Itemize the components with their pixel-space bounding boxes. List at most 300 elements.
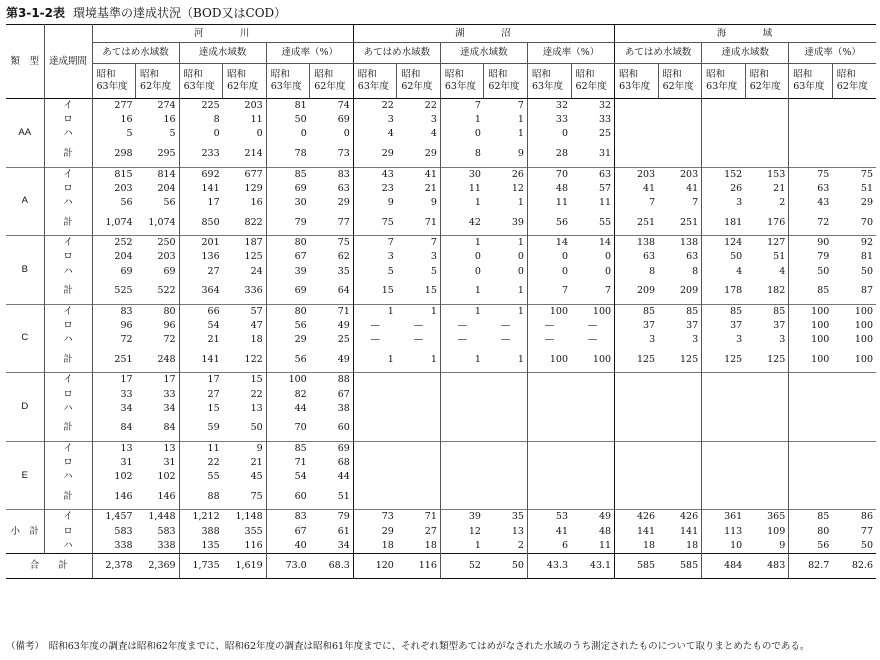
value-cell: 32 — [598, 100, 612, 112]
table-row — [6, 113, 876, 127]
value-cell: 21 — [179, 333, 223, 347]
value-cell — [397, 402, 441, 416]
value-cell: 81 — [860, 251, 873, 263]
table-row — [6, 99, 876, 114]
value-cell: 3 — [702, 333, 746, 347]
value-cell: 81 — [266, 99, 310, 114]
value-cell: 15 — [353, 279, 397, 305]
value-cell: 21 — [424, 182, 437, 194]
year-header-s63 — [179, 64, 223, 99]
table-row — [6, 470, 876, 484]
value-cell: 85 — [745, 304, 789, 319]
value-cell: 141 — [680, 525, 699, 537]
value-cell: 136 — [179, 250, 223, 264]
value-cell: 56 — [163, 197, 176, 209]
value-cell: 83 — [266, 510, 310, 525]
header-row-metrics — [6, 43, 876, 64]
value-cell: 33 — [163, 388, 176, 400]
value-cell: 41 — [397, 167, 441, 182]
value-cell — [440, 373, 484, 388]
value-cell: 7 — [605, 285, 612, 297]
value-cell — [527, 373, 571, 388]
header-row-sections — [6, 25, 876, 43]
value-cell: 585 — [658, 553, 702, 578]
value-cell: 100 — [789, 304, 833, 319]
value-cell — [440, 441, 484, 456]
value-cell: 18 — [686, 539, 699, 551]
value-cell: 201 — [179, 236, 223, 251]
value-cell — [615, 484, 659, 510]
type-cell: C — [6, 304, 44, 373]
value-cell — [440, 402, 484, 416]
year-label: 63年度 — [531, 81, 564, 92]
value-cell: 63 — [615, 250, 659, 264]
value-cell: 12 — [440, 525, 484, 539]
value-cell — [658, 456, 702, 470]
value-cell: 11 — [527, 196, 571, 210]
period-cell: ハ — [44, 470, 92, 484]
value-cell: 3 — [353, 113, 397, 127]
period-cell: ロ — [44, 525, 92, 539]
value-cell: 73 — [353, 510, 397, 525]
value-cell: 0 — [179, 127, 223, 141]
value-cell: — — [587, 334, 598, 346]
value-cell: 60 — [337, 422, 350, 434]
attained-waters-header: 達成水域数 — [179, 43, 266, 64]
value-cell: 45 — [250, 471, 263, 483]
value-cell — [353, 402, 397, 416]
value-cell: 57 — [223, 304, 267, 319]
value-cell: 181 — [702, 210, 746, 236]
value-cell: 100 — [592, 353, 612, 365]
value-cell: 14 — [571, 236, 615, 251]
value-cell: 69 — [310, 441, 354, 456]
value-cell: 109 — [767, 525, 786, 537]
table-title — [6, 4, 286, 21]
value-cell — [745, 387, 789, 401]
value-cell: 48 — [527, 182, 571, 196]
value-cell: 11 — [440, 182, 484, 196]
value-cell: 54 — [266, 470, 310, 484]
value-cell — [658, 470, 702, 484]
value-cell — [397, 416, 441, 442]
value-cell — [702, 456, 746, 470]
value-cell: 338 — [92, 539, 136, 554]
value-cell: 51 — [337, 490, 350, 502]
value-cell: 116 — [397, 553, 441, 578]
value-cell: 100 — [854, 319, 873, 331]
value-cell: 39 — [266, 265, 310, 279]
value-cell: 25 — [598, 128, 612, 140]
table-row — [6, 387, 876, 401]
section-header-lake: 湖 沼 — [353, 25, 614, 43]
value-cell: 17 — [92, 373, 136, 388]
value-cell: 33 — [527, 113, 571, 127]
value-cell: 100 — [854, 353, 873, 365]
value-cell — [571, 456, 615, 470]
value-cell: 1 — [353, 304, 397, 319]
value-cell: 49 — [337, 353, 350, 365]
value-cell — [615, 402, 659, 416]
value-cell: 11 — [179, 441, 223, 456]
value-cell: 8 — [440, 142, 484, 168]
value-cell: 1,074 — [148, 216, 176, 228]
value-cell — [745, 373, 789, 388]
value-cell: — — [353, 333, 397, 347]
value-cell: 55 — [598, 216, 612, 228]
period-cell: 計 — [44, 279, 92, 305]
value-cell: 50 — [484, 553, 528, 578]
value-cell: 0 — [527, 265, 571, 279]
value-cell: 298 — [92, 142, 136, 168]
value-cell: — — [500, 334, 511, 346]
value-cell: 63 — [789, 182, 833, 196]
value-cell: 7 — [397, 236, 441, 251]
value-cell — [745, 441, 789, 456]
value-cell: 141 — [615, 525, 659, 539]
year-label: 62年度 — [575, 81, 607, 92]
value-cell: 85 — [615, 304, 659, 319]
period-cell: イ — [44, 304, 92, 319]
value-cell: 251 — [680, 216, 699, 228]
value-cell: 73 — [337, 148, 350, 160]
value-cell — [702, 387, 746, 401]
value-cell: 79 — [310, 510, 354, 525]
value-cell: 1 — [440, 347, 484, 373]
value-cell: 361 — [702, 510, 746, 525]
value-cell: 56 — [266, 347, 310, 373]
year-header-s63 — [615, 64, 659, 99]
assigned-waters-header: あてはめ水域数 — [615, 43, 702, 64]
period-cell: ロ — [44, 182, 92, 196]
value-cell — [353, 456, 397, 470]
value-cell: 0 — [517, 265, 524, 277]
value-cell — [789, 113, 833, 127]
period-cell: ロ — [44, 250, 92, 264]
value-cell — [527, 441, 571, 456]
value-cell: 0 — [527, 127, 571, 141]
type-cell: AA — [18, 126, 32, 138]
year-header-s62 — [571, 64, 615, 99]
value-cell: 11 — [598, 539, 612, 551]
value-cell — [745, 470, 789, 484]
year-header-s63 — [440, 64, 484, 99]
year-era: 昭和 — [96, 69, 116, 80]
year-label: 63年度 — [793, 81, 825, 92]
value-cell: 88 — [179, 484, 223, 510]
value-cell: 484 — [702, 553, 746, 578]
value-cell: 1 — [440, 279, 484, 305]
value-cell: 138 — [658, 236, 702, 251]
attainment-rate-header: 達成率（%） — [266, 43, 353, 64]
value-cell — [745, 484, 789, 510]
value-cell: 56 — [789, 539, 833, 554]
value-cell: 70 — [266, 416, 310, 442]
value-cell: 83 — [92, 304, 136, 319]
value-cell — [702, 470, 746, 484]
value-cell: 3 — [702, 196, 746, 210]
value-cell: 75 — [789, 167, 833, 182]
value-cell: 525 — [92, 279, 136, 305]
year-label: 62年度 — [662, 81, 694, 92]
value-cell: 365 — [745, 510, 789, 525]
value-cell: 7 — [692, 197, 699, 209]
value-cell: 274 — [157, 100, 176, 112]
value-cell — [702, 127, 746, 141]
value-cell — [353, 387, 397, 401]
table-row — [6, 333, 876, 347]
value-cell — [615, 373, 659, 388]
table-row — [6, 167, 876, 182]
value-cell: 12 — [511, 182, 524, 194]
attained-waters-header: 達成水域数 — [702, 43, 789, 64]
value-cell: 40 — [266, 539, 310, 554]
value-cell: 29 — [860, 197, 873, 209]
value-cell: 72 — [789, 210, 833, 236]
value-cell: 18 — [353, 539, 397, 554]
year-label: 62年度 — [401, 81, 433, 92]
value-cell: 63 — [571, 167, 615, 182]
value-cell — [789, 470, 833, 484]
value-cell: 125 — [244, 251, 263, 263]
year-era: 昭和 — [140, 69, 160, 80]
value-cell: 152 — [702, 167, 746, 182]
value-cell: 9 — [223, 441, 267, 456]
value-cell: 138 — [615, 236, 659, 251]
value-cell: 0 — [256, 128, 263, 140]
value-cell: 57 — [598, 182, 612, 194]
table-row — [6, 304, 876, 319]
value-cell: 125 — [680, 353, 699, 365]
value-cell: 72 — [92, 333, 136, 347]
year-header-s62 — [745, 64, 789, 99]
value-cell: 1 — [397, 304, 441, 319]
value-cell: 73.0 — [266, 553, 310, 578]
value-cell: 53 — [527, 510, 571, 525]
year-era: 昭和 — [357, 69, 377, 80]
value-cell: — — [440, 319, 484, 333]
value-cell — [832, 484, 876, 510]
value-cell: 41 — [686, 182, 699, 194]
table-row — [6, 456, 876, 470]
value-cell: 583 — [157, 525, 176, 537]
value-cell — [571, 416, 615, 442]
value-cell: 75 — [310, 236, 354, 251]
value-cell — [832, 387, 876, 401]
table-row — [6, 525, 876, 539]
table-row — [6, 182, 876, 196]
value-cell — [353, 373, 397, 388]
value-cell — [440, 484, 484, 510]
value-cell: 41 — [527, 525, 571, 539]
period-cell: ロ — [44, 319, 92, 333]
value-cell: 153 — [745, 167, 789, 182]
period-cell: ハ — [44, 196, 92, 210]
value-cell: 16 — [163, 114, 176, 126]
value-cell — [745, 142, 789, 168]
total-row — [6, 553, 876, 578]
value-cell: 7 — [353, 236, 397, 251]
type-cell: D — [6, 373, 44, 442]
value-cell: — — [413, 319, 424, 331]
value-cell — [615, 127, 659, 141]
assigned-waters-header: あてはめ水域数 — [92, 43, 179, 64]
year-header-s63 — [266, 64, 310, 99]
value-cell — [615, 416, 659, 442]
year-label: 62年度 — [836, 81, 868, 92]
value-cell: 1 — [440, 236, 484, 251]
value-cell: 135 — [179, 539, 223, 554]
value-cell: 0 — [605, 251, 612, 263]
value-cell: 50 — [789, 265, 833, 279]
value-cell — [484, 416, 528, 442]
value-cell: 64 — [337, 285, 350, 297]
value-cell: 67 — [266, 250, 310, 264]
value-cell — [745, 113, 789, 127]
value-cell: 13 — [511, 525, 524, 537]
value-cell — [615, 387, 659, 401]
value-cell: 176 — [767, 216, 786, 228]
value-cell: 31 — [598, 148, 612, 160]
value-cell — [353, 441, 397, 456]
value-cell: 15 — [424, 285, 437, 297]
value-cell: 35 — [484, 510, 528, 525]
table-row — [6, 416, 876, 442]
value-cell: 9 — [430, 197, 437, 209]
value-cell: 50 — [702, 250, 746, 264]
value-cell: — — [527, 319, 571, 333]
value-cell: — — [353, 319, 397, 333]
value-cell: 35 — [337, 265, 350, 277]
value-cell: 85 — [702, 304, 746, 319]
value-cell — [527, 470, 571, 484]
year-label: 63年度 — [183, 81, 215, 92]
value-cell: 72 — [163, 334, 176, 346]
value-cell: 120 — [353, 553, 397, 578]
attainment-rate-header: 達成率（%） — [527, 43, 614, 64]
value-cell: 204 — [92, 250, 136, 264]
value-cell: 21 — [773, 182, 786, 194]
value-cell — [527, 456, 571, 470]
table-row — [6, 279, 876, 305]
value-cell: 92 — [832, 236, 876, 251]
value-cell: 43 — [353, 167, 397, 182]
value-cell — [527, 484, 571, 510]
value-cell: 8 — [615, 265, 659, 279]
value-cell — [440, 456, 484, 470]
value-cell: 26 — [484, 167, 528, 182]
value-cell: 79 — [789, 250, 833, 264]
value-cell: 10 — [702, 539, 746, 554]
value-cell: 43.3 — [527, 553, 571, 578]
value-cell: 250 — [136, 236, 180, 251]
year-label: 63年度 — [706, 81, 738, 92]
year-era: 昭和 — [183, 69, 203, 80]
value-cell: 29 — [424, 148, 437, 160]
value-cell: 3 — [430, 114, 437, 126]
value-cell — [571, 402, 615, 416]
period-header: 達成期間 — [44, 25, 92, 99]
value-cell: 15 — [223, 373, 267, 388]
value-cell — [789, 456, 833, 470]
value-cell: 13 — [136, 441, 180, 456]
value-cell: 141 — [179, 347, 223, 373]
year-label: 62年度 — [488, 81, 520, 92]
value-cell: 203 — [615, 167, 659, 182]
value-cell: 67 — [266, 525, 310, 539]
value-cell: 29 — [337, 197, 350, 209]
value-cell: 27 — [179, 387, 223, 401]
value-cell: 71 — [266, 456, 310, 470]
table-row — [6, 210, 876, 236]
value-cell — [571, 470, 615, 484]
value-cell — [484, 484, 528, 510]
value-cell: 96 — [92, 319, 136, 333]
value-cell: 49 — [571, 510, 615, 525]
value-cell — [789, 373, 833, 388]
section-header-river: 河 川 — [92, 25, 353, 43]
attained-waters-header: 達成水域数 — [440, 43, 527, 64]
value-cell: 47 — [250, 319, 263, 331]
table-row — [6, 347, 876, 373]
value-cell: 75 — [832, 167, 876, 182]
year-header-s63 — [92, 64, 136, 99]
table-row — [6, 142, 876, 168]
value-cell — [832, 99, 876, 114]
value-cell: 583 — [92, 525, 136, 539]
value-cell: 17 — [136, 373, 180, 388]
value-cell — [397, 484, 441, 510]
value-cell: 2,369 — [136, 553, 180, 578]
value-cell: 80 — [789, 525, 833, 539]
value-cell: 60 — [266, 484, 310, 510]
value-cell: 37 — [686, 319, 699, 331]
value-cell: 18 — [250, 334, 263, 346]
period-cell: ロ — [44, 456, 92, 470]
value-cell: 1,735 — [179, 553, 223, 578]
value-cell: 63 — [337, 182, 350, 194]
value-cell: 24 — [250, 265, 263, 277]
value-cell: 124 — [702, 236, 746, 251]
value-cell — [832, 142, 876, 168]
value-cell: 11 — [250, 114, 263, 126]
year-header-s63 — [702, 64, 746, 99]
year-label: 63年度 — [619, 81, 651, 92]
value-cell: 27 — [424, 525, 437, 537]
value-cell: 21 — [250, 457, 263, 469]
value-cell: 49 — [337, 319, 350, 331]
value-cell: 252 — [92, 236, 136, 251]
type-cell: A — [6, 167, 44, 236]
value-cell: 37 — [615, 319, 659, 333]
value-cell: 248 — [157, 353, 176, 365]
value-cell — [484, 441, 528, 456]
value-cell: 8 — [179, 113, 223, 127]
value-cell: 522 — [157, 285, 176, 297]
value-cell: 38 — [337, 402, 350, 414]
value-cell: 54 — [179, 319, 223, 333]
value-cell: 5 — [169, 128, 176, 140]
value-cell: 233 — [179, 142, 223, 168]
value-cell: 31 — [92, 456, 136, 470]
value-cell — [658, 113, 702, 127]
value-cell: 1 — [440, 196, 484, 210]
value-cell: 88 — [310, 373, 354, 388]
value-cell: 0 — [440, 265, 484, 279]
year-header-s62 — [832, 64, 876, 99]
value-cell: 18 — [615, 539, 659, 554]
value-cell: 364 — [179, 279, 223, 305]
